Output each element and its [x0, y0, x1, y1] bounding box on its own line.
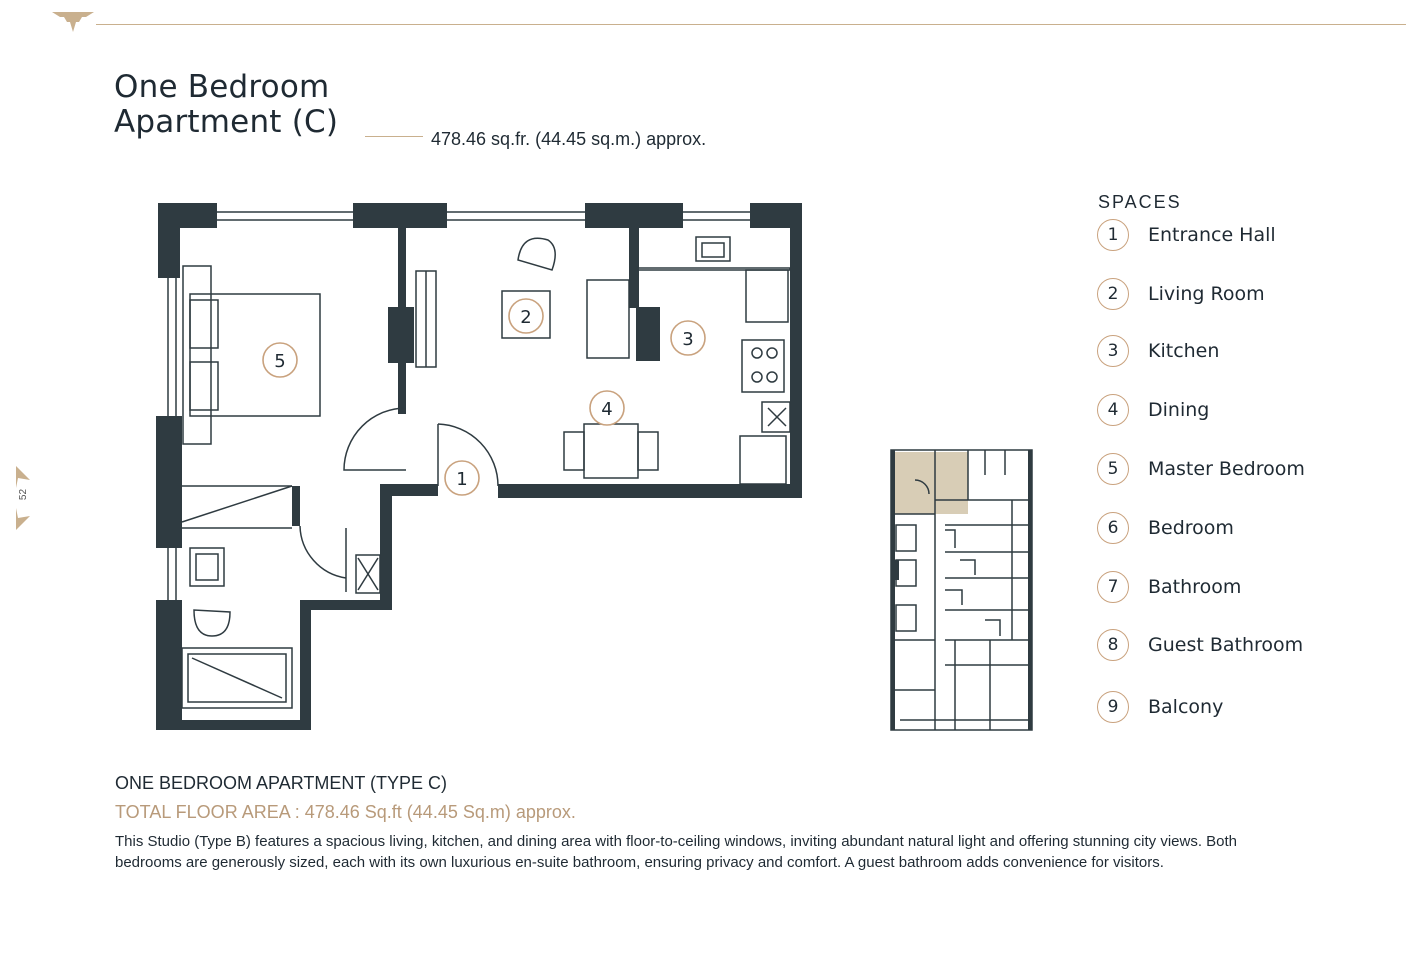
room-marker-5-label: 5 [274, 351, 286, 372]
space-item-entrance-hall [1097, 217, 1276, 253]
space-item-kitchen [1097, 333, 1219, 369]
floor-plan [150, 196, 810, 736]
walls [156, 203, 802, 730]
area-summary: 478.46 sq.fr. (44.45 sq.m.) approx. [431, 129, 707, 149]
space-label: Kitchen [1148, 340, 1220, 362]
spaces-title: SPACES [1098, 192, 1182, 212]
space-item-guest-bathroom [1097, 627, 1303, 663]
space-number-badge: 5 [1097, 453, 1129, 485]
area-rule [365, 136, 423, 137]
space-label: Bathroom [1148, 576, 1242, 598]
description-body: This Studio (Type B) features a spacious living, kitchen, and dining area with floor-to-ceiling windows, inviting abundant natural light and offering stunning city views. Both bedrooms are generously sized, each with its own luxurious en-suite bathroom, ensuring privacy and comfort. A guest bathroom adds convenience for visitors. [115, 833, 1238, 871]
description-title: ONE BEDROOM APARTMENT (TYPE C) [115, 773, 448, 793]
page-title [114, 70, 338, 140]
page-number: 52 [18, 488, 30, 501]
space-number-badge: 8 [1097, 629, 1129, 661]
unit-highlight [894, 452, 968, 514]
title-line-1: One Bedroom [114, 69, 330, 105]
fixtures [168, 212, 790, 708]
corner-ornament-icon [52, 12, 94, 34]
space-label: Guest Bathroom [1148, 634, 1304, 656]
space-label: Master Bedroom [1148, 458, 1305, 480]
room-marker-1-label: 1 [456, 469, 468, 490]
space-number-badge: 9 [1097, 691, 1129, 723]
building-key-plan [886, 446, 1036, 736]
space-item-balcony [1097, 689, 1223, 725]
space-item-bedroom [1097, 510, 1234, 546]
space-item-dining [1097, 392, 1209, 428]
total-floor-area: TOTAL FLOOR AREA : 478.46 Sq.ft (44.45 Sq.m) approx. [115, 802, 576, 822]
top-rule [96, 24, 1406, 25]
space-number-badge: 2 [1097, 278, 1129, 310]
space-number-badge: 6 [1097, 512, 1129, 544]
space-label: Living Room [1148, 283, 1265, 305]
room-marker-3-label: 3 [682, 329, 694, 350]
space-label: Entrance Hall [1148, 224, 1276, 246]
room-marker-2-label: 2 [520, 307, 532, 328]
space-number-badge: 7 [1097, 571, 1129, 603]
space-item-master-bedroom [1097, 451, 1305, 487]
space-number-badge: 1 [1097, 219, 1129, 251]
room-marker-4-label: 4 [601, 399, 613, 420]
space-item-bathroom [1097, 569, 1241, 605]
space-label: Dining [1148, 399, 1210, 421]
space-label: Bedroom [1148, 517, 1234, 539]
space-number-badge: 3 [1097, 335, 1129, 367]
space-label: Balcony [1148, 696, 1224, 718]
title-line-2: Apartment (C) [114, 104, 339, 140]
space-number-badge: 4 [1097, 394, 1129, 426]
space-item-living-room [1097, 276, 1265, 312]
